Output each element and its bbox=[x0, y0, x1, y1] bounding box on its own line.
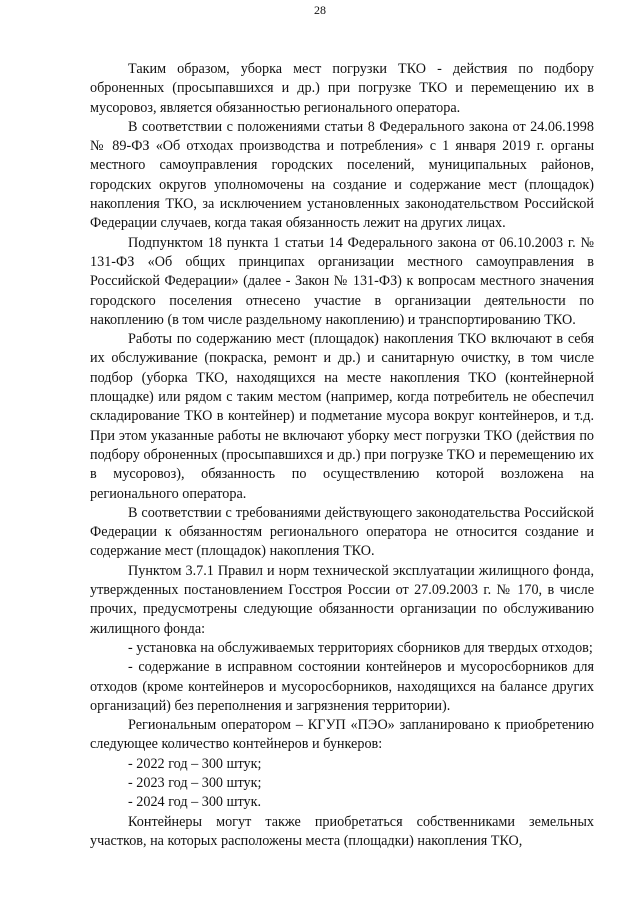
paragraph-housing-rules: Пунктом 3.7.1 Правил и норм технической эксплуатации жилищного фонда, утвержденных постановлением Госстроя России от 27.09.2003 г. № 170, в числе прочих, предусмотрены следующие обязанности организации по обслуживанию жилищного фонда: bbox=[90, 562, 594, 637]
paragraph-federal-law-131: Подпунктом 18 пункта 1 статьи 14 Федерального закона от 06.10.2003 г. № 131-ФЗ «Об общих принципах организации местного самоуправления в Российской Федерации» (далее - Закон № 131-ФЗ) к вопросам местного значения городского поселения отнесено участие в организации деятельности по накоплению (в том числе раздельному накоплению) и транспортированию ТКО. bbox=[90, 234, 594, 328]
paragraph-container-purchase-plan: Региональным оператором – КГУП «ПЭО» запланировано к приобретению следующее количество контейнеров и бункеров: bbox=[90, 717, 594, 753]
year-list-item: - 2024 год – 300 штук. bbox=[128, 794, 262, 811]
paragraph-cleaning-loading-sites: Таким образом, уборка мест погрузки ТКО - действия по подбору оброненных (просыпавшихся и др.) при погрузке ТКО и перемещению их в мусоровоз, является обязанностью регионального оператора. bbox=[90, 61, 594, 116]
paragraph-site-maintenance-works: Работы по содержанию мест (площадок) накопления ТКО включают в себя их обслуживание (покраска, ремонт и др.) и санитарную очистку, в том числе подбор (уборка ТКО, находящихся на месте накопления ТКО (контейнерной площадке) или рядом с таким местом (например, когда потребитель не обеспечил складирование ТКО в контейнер) и подметание мусора вокруг контейнеров, и т.д. При этом указанные работы не включают уборку мест погрузки ТКО (действия по подбору оброненных (просыпавшихся и др.) при погрузке ТКО и перемещению их в мусоровоз), обязанность по осуществлению которой возложена на регионального оператора. bbox=[90, 331, 594, 502]
document-body bbox=[90, 60, 594, 851]
page-number: 28 bbox=[314, 3, 326, 17]
paragraph-landowners-containers: Контейнеры могут также приобретаться собственниками земельных участков, на которых расположены места (площадки) накопления ТКО, bbox=[90, 813, 594, 849]
paragraph-operator-duties: В соответствии с требованиями действующего законодательства Российской Федерации к обязанностям регионального оператора не относится создание и содержание мест (площадок) накопления ТКО. bbox=[90, 504, 594, 560]
duty-list-item: - содержание в исправном состоянии контейнеров и мусоросборников для отходов (кроме контейнеров и мусоросборников, находящихся на балансе других организаций) без переполнения и загрязнения территории). bbox=[90, 659, 594, 714]
year-list-item: - 2022 год – 300 штук; bbox=[128, 755, 262, 772]
paragraph-federal-law-89: В соответствии с положениями статьи 8 Федерального закона от 24.06.1998 № 89-ФЗ «Об отходах производства и потребления» с 1 января 2019 г. органы местного самоуправления городских поселений, муниципальных районов, городских округов уполномочены на создание и содержание мест (площадок) накопления ТКО, за исключением установленных законодательством Российской Федерации случаев, когда такая обязанность лежит на других лицах. bbox=[90, 118, 594, 232]
year-list-item: - 2023 год – 300 штук; bbox=[128, 774, 262, 791]
duty-list-item: - установка на обслуживаемых территориях сборников для твердых отходов; bbox=[128, 639, 593, 656]
